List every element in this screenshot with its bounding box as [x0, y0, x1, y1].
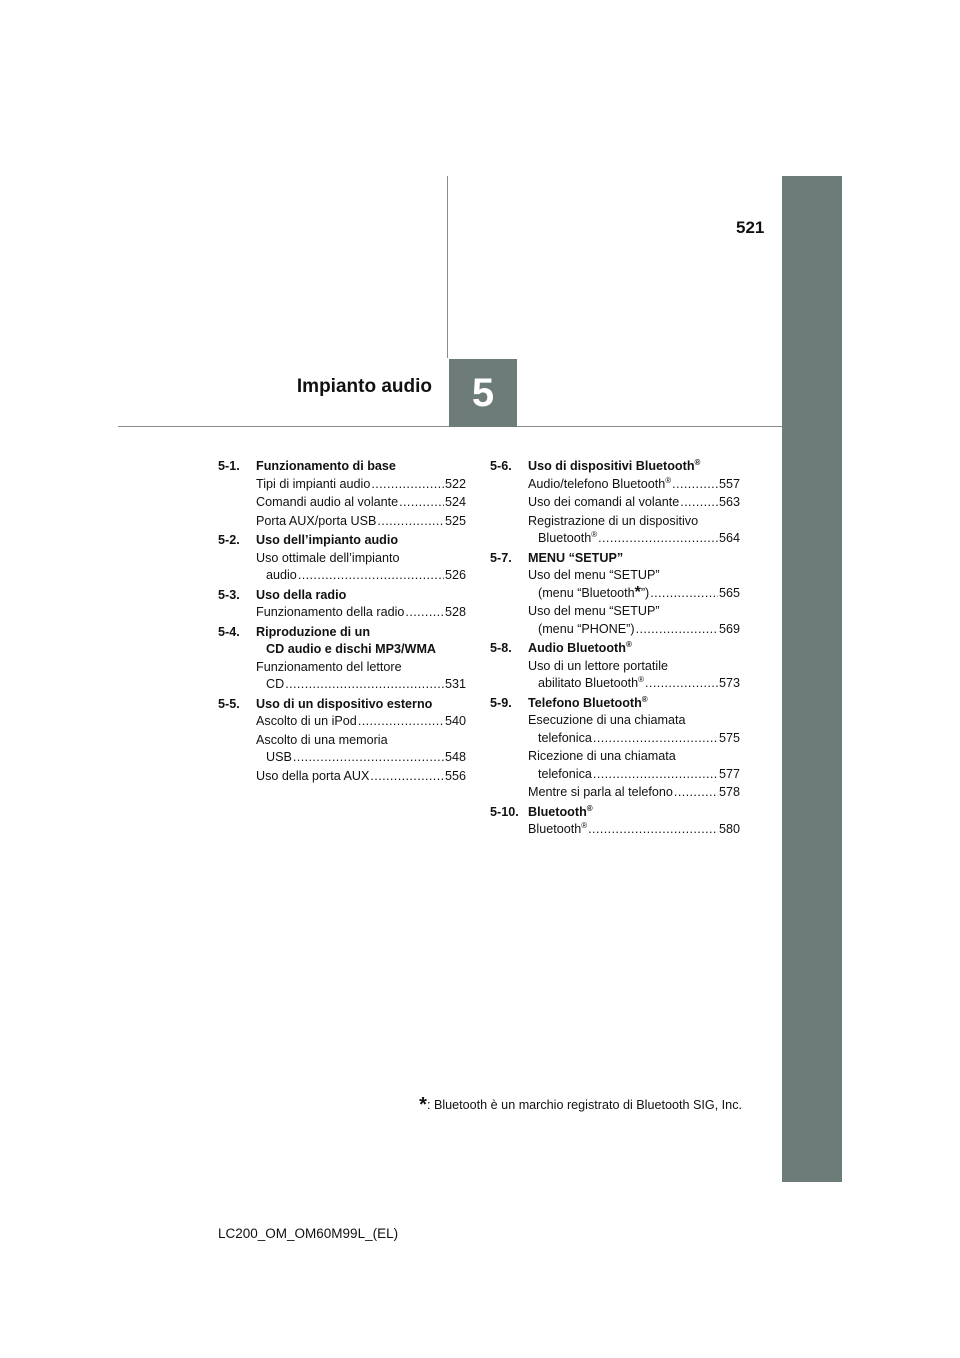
entry-text: Mentre si parla al telefono	[528, 785, 673, 799]
toc-section	[490, 640, 740, 693]
toc-section	[490, 550, 740, 639]
chapter-title: Impianto audio	[296, 376, 432, 397]
toc-section	[218, 458, 466, 530]
toc-section	[490, 695, 740, 802]
toc-entry[interactable]	[256, 713, 466, 731]
registered-mark: ®	[665, 475, 672, 485]
section-title: Uso dell’impianto audio	[256, 533, 399, 547]
toc-entry[interactable]	[528, 476, 740, 494]
chapter-number: 5	[471, 370, 495, 415]
entry-text: Ascolto di un iPod	[256, 714, 357, 728]
section-title: Audio Bluetooth	[528, 641, 626, 655]
entry-text: Uso ottimale dell’impianto	[256, 550, 400, 565]
toc-section	[490, 804, 740, 839]
toc-column-right	[490, 458, 740, 841]
entry-page: 540	[444, 714, 466, 728]
section-title: Uso di dispositivi Bluetooth	[528, 459, 695, 473]
page-number: 521	[736, 218, 765, 237]
vertical-divider	[447, 176, 448, 358]
entry-page: 556	[444, 768, 466, 783]
toc-entry[interactable]	[256, 550, 466, 585]
section-number: 5-3.	[218, 587, 240, 602]
toc-section	[490, 458, 740, 548]
entry-text-cont: CD	[266, 677, 285, 691]
registered-mark: ®	[694, 458, 701, 467]
toc-entry[interactable]	[256, 604, 466, 622]
toc-entry[interactable]	[256, 768, 466, 786]
entry-text: Uso dei comandi al volante	[528, 495, 680, 509]
entry-text-cont: (menu “PHONE”)	[538, 621, 635, 636]
toc-section	[218, 624, 466, 694]
section-title: Riproduzione di un	[256, 624, 371, 639]
toc-entry[interactable]	[528, 658, 740, 693]
entry-text: Esecuzione di una chiamata	[528, 713, 686, 727]
entry-text: Registrazione di un dispositivo	[528, 513, 699, 528]
toc-entry[interactable]	[256, 732, 466, 767]
entry-page: 569	[718, 621, 740, 636]
entry-page: 577	[718, 766, 740, 781]
entry-page: 578	[718, 785, 740, 799]
entry-page: 548	[444, 750, 466, 764]
registered-mark: ®	[591, 530, 598, 539]
entry-text: Porta AUX/porta USB	[256, 513, 377, 528]
entry-page: 531	[444, 677, 466, 691]
toc-entry[interactable]	[528, 494, 740, 512]
toc-entry[interactable]	[528, 748, 740, 783]
toc-entry[interactable]	[528, 784, 740, 802]
entry-text: Funzionamento della radio	[256, 605, 405, 619]
entry-text: Uso del menu “SETUP”	[528, 568, 660, 582]
section-number: 5-7.	[490, 550, 512, 565]
toc-entry[interactable]	[528, 712, 740, 747]
asterisk-mark: *	[634, 583, 641, 601]
entry-page: 525	[444, 513, 466, 528]
toc-section	[218, 532, 466, 585]
section-number: 5-5.	[218, 696, 240, 711]
entry-text: Audio/telefono Bluetooth	[528, 476, 666, 491]
toc-entry[interactable]	[256, 659, 466, 694]
entry-page: 565	[718, 585, 740, 600]
toc-entry[interactable]	[528, 603, 740, 638]
section-title: Bluetooth	[528, 804, 587, 819]
entry-page: 563	[718, 495, 740, 509]
entry-page: 573	[718, 676, 740, 690]
entry-page: 580	[718, 822, 740, 836]
toc-section	[218, 587, 466, 622]
entry-page: 575	[718, 730, 740, 745]
entry-text: Funzionamento del lettore	[256, 659, 402, 674]
section-number: 5-9.	[490, 695, 512, 710]
chapter-number-box	[449, 359, 517, 427]
section-title: MENU “SETUP”	[528, 550, 624, 565]
registered-mark: ®	[641, 694, 648, 704]
entry-page: 526	[444, 568, 466, 582]
section-number: 5-4.	[218, 624, 240, 639]
asterisk-mark: *	[419, 1094, 427, 1116]
entry-text-cont: telefonica	[538, 730, 592, 745]
toc-section	[218, 696, 466, 786]
section-title: Uso di un dispositivo esterno	[256, 696, 433, 711]
entry-text-cont: audio	[266, 568, 297, 582]
toc-entry[interactable]	[256, 513, 466, 531]
footnote-text: : Bluetooth è un marchio registrato di Bluetooth SIG, Inc.	[426, 1098, 742, 1112]
entry-text-cont: ”)	[640, 585, 650, 600]
toc-entry[interactable]	[256, 494, 466, 512]
registered-mark: ®	[581, 821, 588, 830]
entry-text-cont: Bluetooth	[538, 531, 592, 545]
entry-text: Ricezione di una chiamata	[528, 749, 676, 763]
entry-text: Uso di un lettore portatile	[528, 658, 669, 673]
section-title: Uso della radio	[256, 587, 347, 602]
section-number: 5-10.	[490, 804, 519, 819]
toc-entry[interactable]	[528, 821, 740, 839]
registered-mark: ®	[625, 640, 632, 649]
entry-text-cont: telefonica	[538, 766, 592, 781]
section-title-cont: CD audio e dischi MP3/WMA	[266, 642, 437, 656]
entry-text-cont: USB	[266, 750, 292, 764]
section-number: 5-2.	[218, 533, 240, 547]
registered-mark: ®	[638, 675, 645, 684]
entry-text: Comandi audio al volante	[256, 495, 399, 509]
section-title: Funzionamento di base	[256, 459, 396, 473]
toc-column-left	[218, 458, 466, 787]
toc-entry[interactable]	[528, 513, 740, 548]
entry-page: 524	[444, 495, 466, 509]
entry-page: 522	[444, 476, 466, 491]
entry-text: Uso del menu “SETUP”	[528, 604, 660, 618]
registered-mark: ®	[586, 803, 593, 813]
entry-text-cont: (menu “Bluetooth	[538, 585, 635, 600]
footnote	[419, 1094, 742, 1117]
entry-page: 528	[444, 605, 466, 619]
section-title: Telefono Bluetooth	[528, 695, 642, 710]
toc-entry[interactable]	[528, 567, 740, 602]
toc-entry[interactable]	[256, 476, 466, 494]
entry-text: Bluetooth	[528, 822, 582, 836]
chapter-side-tab	[782, 176, 842, 1182]
entry-page: 564	[718, 531, 740, 545]
section-number: 5-1.	[218, 459, 240, 473]
entry-text-cont: abilitato Bluetooth	[538, 676, 639, 690]
entry-text: Tipi di impianti audio	[256, 476, 371, 491]
entry-text: Uso della porta AUX	[256, 768, 370, 783]
section-number: 5-6.	[490, 459, 512, 473]
document-code: LC200_OM_OM60M99L_(EL)	[218, 1226, 399, 1241]
section-number: 5-8.	[490, 641, 512, 655]
entry-text: Ascolto di una memoria	[256, 732, 388, 747]
entry-page: 557	[718, 476, 740, 491]
